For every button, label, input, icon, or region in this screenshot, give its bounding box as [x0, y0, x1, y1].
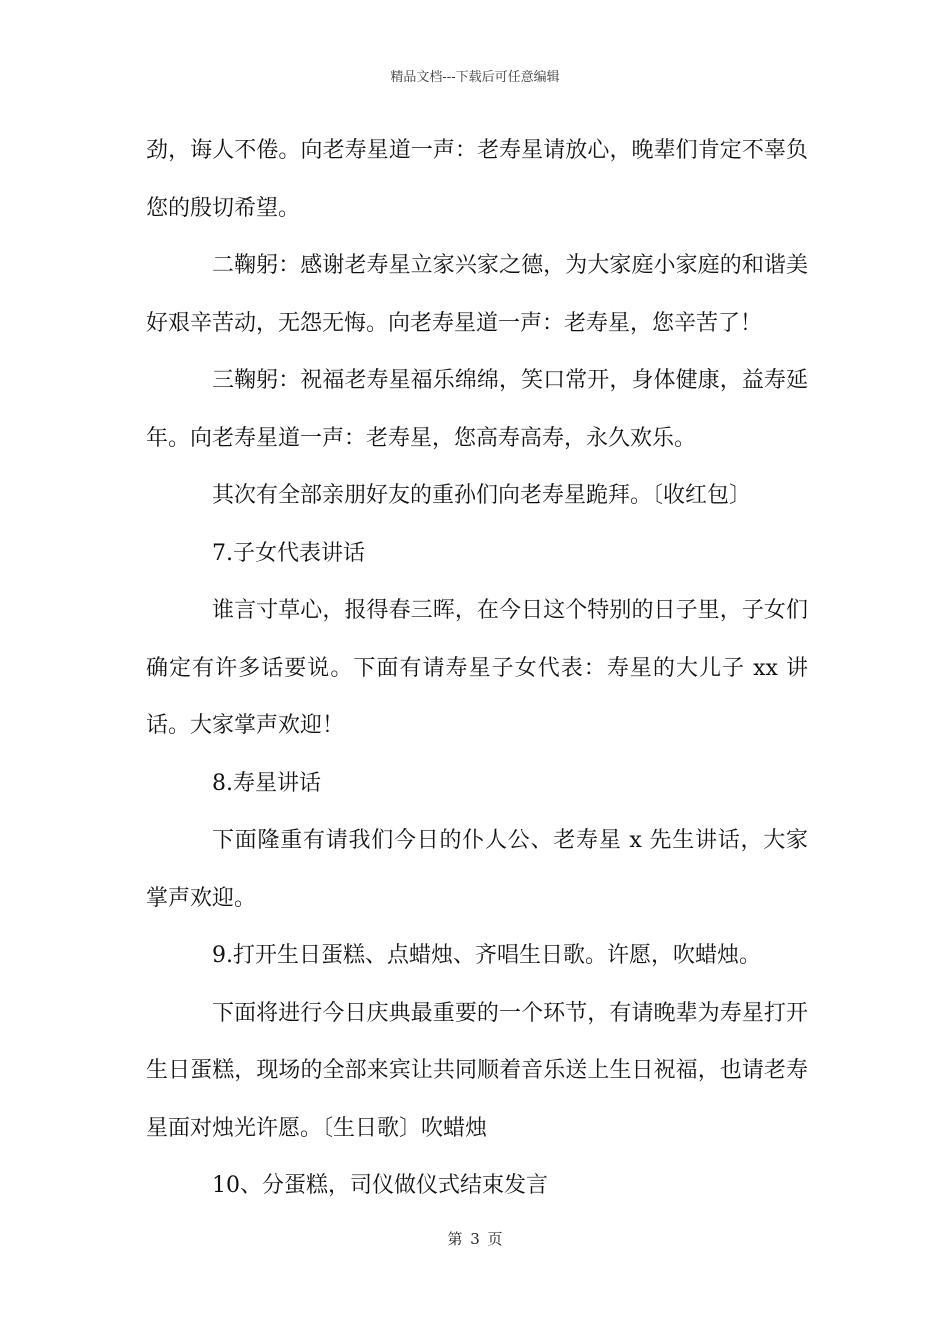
document-body — [146, 122, 808, 1215]
section-heading-10: 10、分蛋糕，司仪做仪式结束发言 — [212, 1173, 548, 1198]
paragraph-8: 下面隆重有请我们今日的仆人公、老寿星 x 先生讲话，大家掌声欢迎。 — [146, 828, 808, 911]
page-number: 第 3 页 — [447, 1230, 503, 1248]
paragraph-2: 二鞠躬：感谢老寿星立家兴家之德，为大家庭小家庭的和谐美好艰辛苦动，无怨无悔。向老寿星道一声：老寿星，您辛苦了！ — [146, 253, 808, 336]
paragraph-1: 劲，诲人不倦。向老寿星道一声：老寿星请放心，晚辈们肯定不辜负您的殷切希望。 — [146, 138, 808, 221]
paragraph-6: 谁言寸草心，报得春三晖，在今日这个特别的日子里，子女们确定有许多话要说。下面有请寿星子女代表：寿星的大儿子 xx 讲话。大家掌声欢迎！ — [146, 598, 808, 738]
section-heading-8: 8.寿星讲话 — [212, 770, 321, 796]
paragraph-3: 三鞠躬：祝福老寿星福乐绵绵，笑口常开，身体健康，益寿延年。向老寿星道一声：老寿星，您高寿高寿，永久欢乐。 — [146, 368, 808, 451]
section-heading-7: 7.子女代表讲话 — [212, 540, 365, 566]
page-header: 精品文档---下载后可任意编辑 — [390, 70, 560, 85]
paragraph-4: 其次有全部亲朋好友的重孙们向老寿星跪拜。〔收红包〕 — [212, 483, 752, 508]
paragraph-10: 下面将进行今日庆典最重要的一个环节，有请晚辈为寿星打开生日蛋糕，现场的全部来宾让共同顺着音乐送上生日祝福，也请老寿星面对烛光许愿。〔生日歌〕吹蜡烛 — [146, 1000, 808, 1141]
section-heading-9: 9.打开生日蛋糕、点蜡烛、齐唱生日歌。许愿，吹蜡烛。 — [212, 943, 761, 968]
